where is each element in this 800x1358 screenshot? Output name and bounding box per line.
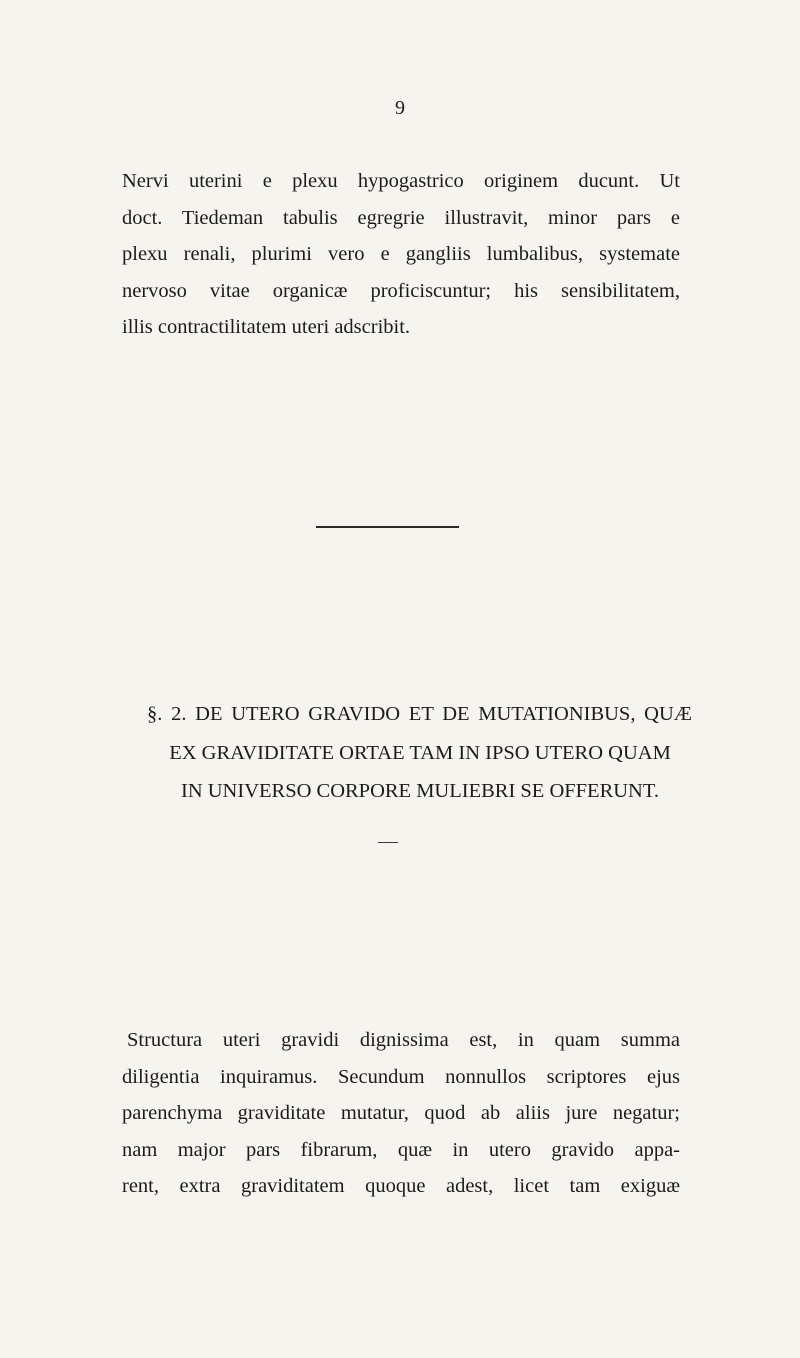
paragraph-line: parenchyma graviditate mutatur, quod ab aliis jure negatur; bbox=[122, 1102, 680, 1124]
paragraph-nervi-uterini bbox=[122, 163, 680, 346]
heading-line: IN UNIVERSO CORPORE MULIEBRI SE OFFERUNT. bbox=[181, 780, 659, 802]
paragraph-line: rent, extra graviditatem quoque adest, licet tam exiguæ bbox=[122, 1175, 680, 1197]
paragraph-line: nam major pars fibrarum, quæ in utero gravido appa- bbox=[122, 1138, 680, 1161]
paragraph-line: diligentia inquiramus. Secundum nonnullos scriptores ejus bbox=[122, 1065, 680, 1088]
paragraph-line: illis contractilitatem uteri adscribit. bbox=[122, 316, 411, 338]
paragraph-line: Nervi uterini e plexu hypogastrico originem ducunt. Ut bbox=[122, 170, 680, 192]
heading-line: EX GRAVIDITATE ORTAE TAM IN IPSO UTERO QUAM bbox=[169, 741, 671, 764]
paragraph-structura-uteri bbox=[122, 1022, 680, 1205]
paragraph-line: nervoso vitae organicæ proficiscuntur; his sensibilitatem, bbox=[122, 279, 680, 302]
section-divider-rule bbox=[316, 526, 459, 528]
paragraph-line: doct. Tiedeman tabulis egregrie illustravit, minor pars e bbox=[122, 206, 680, 229]
paragraph-line: Structura uteri gravidi dignissima est, in quam summa bbox=[127, 1029, 680, 1051]
page-number: 9 bbox=[395, 97, 405, 119]
paragraph-line: plexu renali, plurimi vero e gangliis lumbalibus, systemate bbox=[122, 243, 680, 265]
section-heading bbox=[147, 695, 692, 811]
heading-line: §. 2. DE UTERO GRAVIDO ET DE MUTATIONIBUS, QUÆ bbox=[147, 703, 692, 725]
heading-dash bbox=[378, 842, 398, 843]
